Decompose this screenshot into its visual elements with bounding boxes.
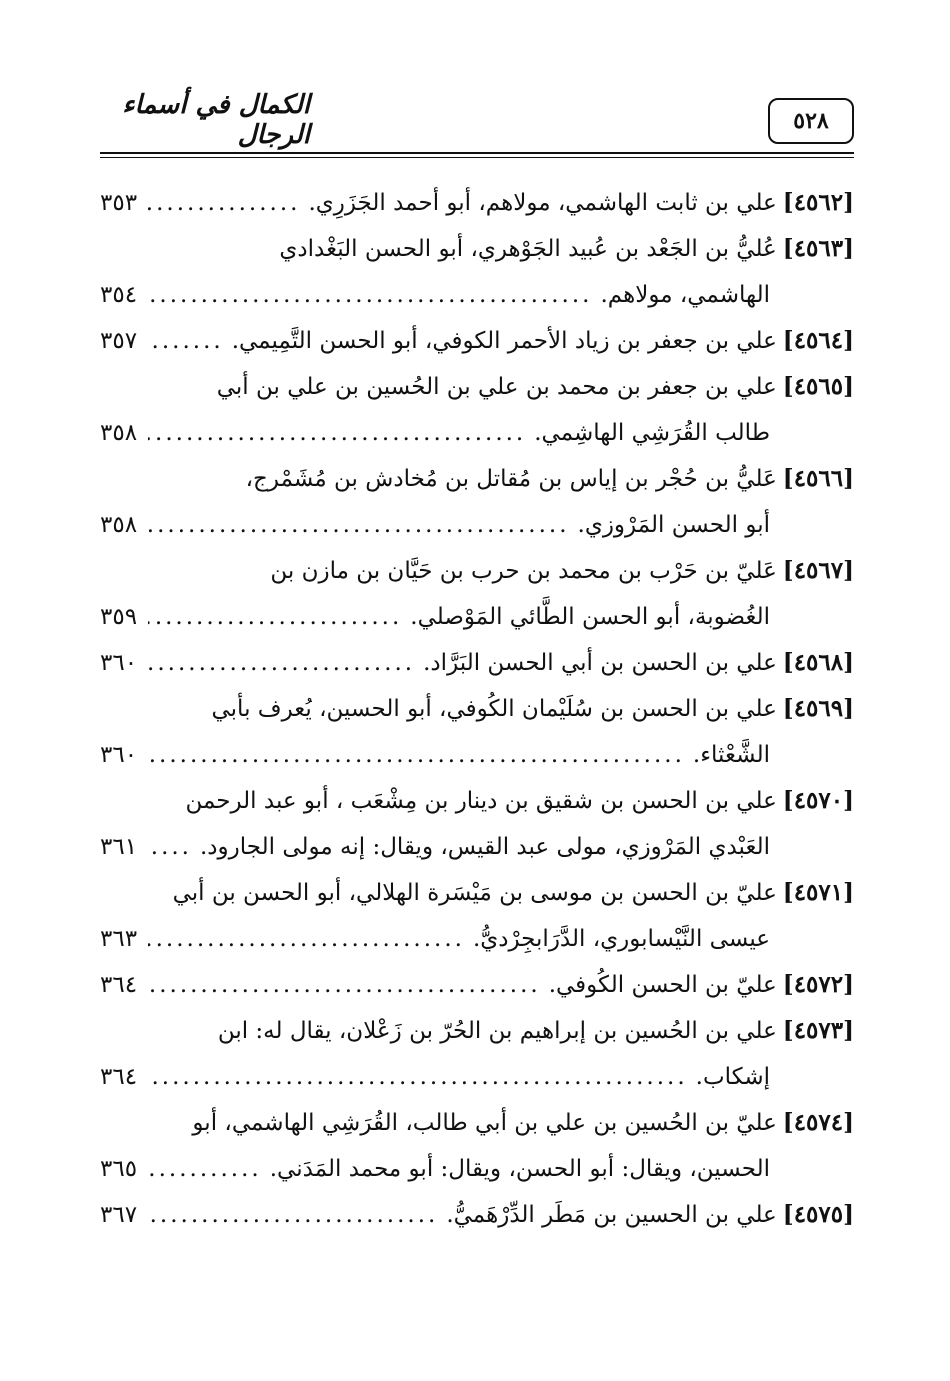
dot-leader [148, 1192, 438, 1238]
toc-entry-line [100, 272, 854, 318]
entry-number: [٤٥٦٧] [782, 557, 854, 584]
entry-title: علي بن الحُسين بن إبراهيم بن الحُرّ بن زَعْلان، يقال له: ابن [217, 1018, 777, 1044]
entry-page-number: ٣٦١ [100, 834, 138, 860]
dot-leader [148, 594, 402, 640]
toc-entry-line [100, 916, 854, 962]
dot-leader [148, 502, 570, 548]
entry-title: علي بن الحسن بن أبي الحسن البَرَّاد. [423, 650, 777, 676]
toc-entry [100, 686, 854, 778]
entry-title: عليّ بن الحُسين بن علي بن أبي طالب، القُرَشِي الهاشمي، أبو [192, 1110, 777, 1136]
entry-number: [٤٥٧٥] [782, 1201, 854, 1228]
toc-entry-line [100, 870, 854, 916]
entry-page-number: ٣٥٩ [100, 604, 138, 630]
entry-number: [٤٥٧٠] [782, 787, 854, 814]
toc-entry-line [100, 364, 854, 410]
entry-title: إشكاب. [695, 1064, 770, 1090]
entry-page-number: ٣٥٨ [100, 420, 138, 446]
entry-title: عَليُّ بن حُجْر بن إياس بن مُقاتل بن مُخادش بن مُشَمْرج، [245, 466, 777, 492]
entry-title: الشَّعْثاء. [692, 742, 770, 768]
toc-entry [100, 364, 854, 456]
toc-entry-line [100, 180, 854, 226]
dot-leader [148, 1054, 688, 1100]
entry-title: طالب القُرَشِي الهاشِمي. [534, 420, 770, 446]
entry-title: عَليّ بن حَرْب بن محمد بن حرب بن حَيَّان بن مازن بن [270, 558, 777, 584]
dot-leader [148, 824, 192, 870]
entry-title: علي بن الحسين بن مَطَر الدِّرْهَميُّ. [446, 1202, 777, 1228]
toc-entry-line [100, 456, 854, 502]
entry-page-number: ٣٥٨ [100, 512, 138, 538]
header-rule-thin [100, 157, 854, 158]
dot-leader [148, 640, 415, 686]
toc-entry-line [100, 1192, 854, 1238]
toc-entry-line [100, 732, 854, 778]
entry-title: الهاشمي، مولاهم. [600, 282, 770, 308]
entry-number: [٤٥٦٥] [782, 373, 854, 400]
entry-title: علي بن الحسن بن سُلَيْمان الكُوفي، أبو الحسين، يُعرف بأبي [211, 696, 777, 722]
toc-entry-line [100, 1146, 854, 1192]
toc-entry [100, 1008, 854, 1100]
toc-entry-line [100, 1008, 854, 1054]
page-header [100, 92, 854, 154]
toc-entry-line [100, 410, 854, 456]
entry-page-number: ٣٦٧ [100, 1202, 138, 1228]
entry-title: الحسين، ويقال: أبو الحسن، ويقال: أبو محمد المَدَني. [269, 1156, 770, 1182]
toc-entry [100, 548, 854, 640]
toc-entry [100, 640, 854, 686]
entry-title: علي بن الحسن بن شقيق بن دينار بن مِشْعَب ، أبو عبد الرحمن [185, 788, 777, 814]
toc-entry-line [100, 640, 854, 686]
entry-number: [٤٥٦٣] [782, 235, 854, 262]
header-rule [100, 152, 854, 154]
toc-entry [100, 1192, 854, 1238]
toc-entry-line [100, 594, 854, 640]
page-number-badge [768, 98, 854, 144]
dot-leader [148, 410, 526, 456]
toc-entry-line [100, 962, 854, 1008]
entry-number: [٤٥٦٦] [782, 465, 854, 492]
toc-entry [100, 180, 854, 226]
toc-entry [100, 318, 854, 364]
entry-page-number: ٣٦٠ [100, 650, 138, 676]
entry-page-number: ٣٦٣ [100, 926, 138, 952]
entry-title: عُليُّ بن الجَعْد بن عُبيد الجَوْهري، أبو الحسن البَغْدادي [279, 236, 777, 262]
entry-title: العَبْدي المَرْوزي، مولى عبد القيس، ويقال: إنه مولى الجارود. [200, 834, 770, 860]
toc-entry-line [100, 502, 854, 548]
entry-title: الغُضوبة، أبو الحسن الطَّائي المَوْصلي. [410, 604, 770, 630]
dot-leader [148, 1146, 262, 1192]
entry-number: [٤٥٧٣] [782, 1017, 854, 1044]
toc-entry-line [100, 318, 854, 364]
entry-page-number: ٣٦٤ [100, 972, 138, 998]
dot-leader [148, 732, 685, 778]
entry-page-number: ٣٦٠ [100, 742, 138, 768]
running-title: الكمال في أسماء الرجال [122, 90, 310, 150]
toc-entry-line [100, 778, 854, 824]
entry-number: [٤٥٦٤] [782, 327, 854, 354]
toc-entry-line [100, 548, 854, 594]
entry-page-number: ٣٦٥ [100, 1156, 138, 1182]
dot-leader [148, 180, 300, 226]
dot-leader [148, 962, 541, 1008]
entry-page-number: ٣٦٤ [100, 1064, 138, 1090]
entry-title: أبو الحسن المَرْوزي. [577, 512, 770, 538]
entry-title: علي بن جعفر بن محمد بن علي بن الحُسين بن علي بن أبي [216, 374, 777, 400]
entry-number: [٤٥٦٩] [782, 695, 854, 722]
dot-leader [148, 916, 465, 962]
toc-entry [100, 962, 854, 1008]
entry-title: عيسى النَّيْسابوري، الدَّرَابجِرْديُّ. [472, 926, 770, 952]
entry-title: علي بن جعفر بن زياد الأحمر الكوفي، أبو الحسن التَّمِيمي. [231, 328, 777, 354]
toc-entry-line [100, 686, 854, 732]
toc-entry [100, 1100, 854, 1192]
entry-number: [٤٥٧٢] [782, 971, 854, 998]
entry-number: [٤٥٧٤] [782, 1109, 854, 1136]
entry-page-number: ٣٥٧ [100, 328, 138, 354]
entry-title: عليّ بن الحسن الكُوفي. [548, 972, 777, 998]
toc-entry [100, 778, 854, 870]
page-number: ٥٢٨ [793, 108, 829, 134]
toc-entry-line [100, 1054, 854, 1100]
toc-entry [100, 226, 854, 318]
toc-entry-line [100, 226, 854, 272]
toc-entry [100, 456, 854, 548]
dot-leader [148, 272, 592, 318]
table-of-contents [100, 180, 854, 1238]
toc-entry-line [100, 1100, 854, 1146]
entry-title: علي بن ثابت الهاشمي، مولاهم، أبو أحمد الجَزَرِي. [308, 190, 777, 216]
toc-entry [100, 870, 854, 962]
entry-page-number: ٣٥٣ [100, 190, 138, 216]
entry-number: [٤٥٦٢] [782, 189, 854, 216]
dot-leader [148, 318, 224, 364]
entry-title: عليّ بن الحسن بن موسى بن مَيْسَرة الهلالي، أبو الحسن بن أبي [172, 880, 777, 906]
running-title-logo [100, 90, 310, 150]
entry-number: [٤٥٦٨] [782, 649, 854, 676]
toc-entry-line [100, 824, 854, 870]
entry-number: [٤٥٧١] [782, 879, 854, 906]
entry-page-number: ٣٥٤ [100, 282, 138, 308]
